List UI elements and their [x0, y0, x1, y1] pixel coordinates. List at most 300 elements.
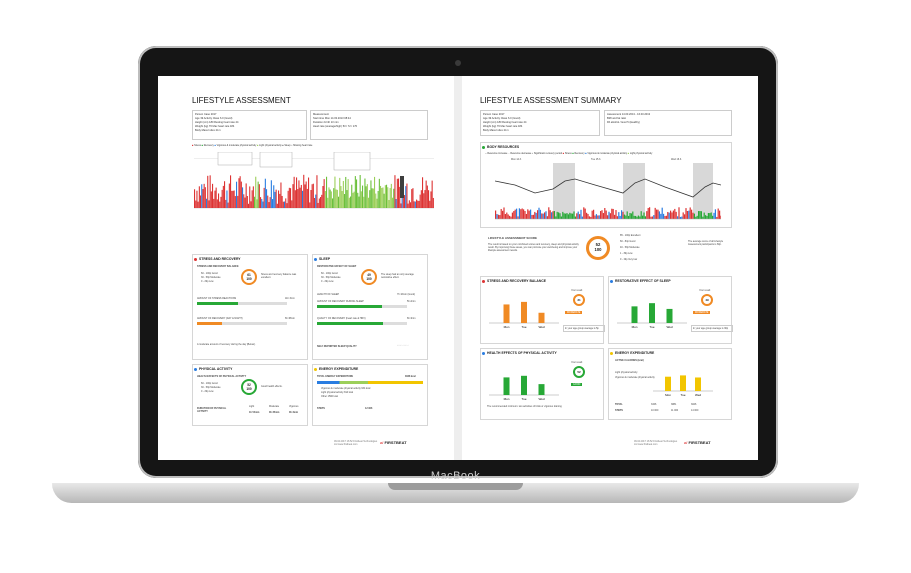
timeline-bar: [420, 195, 421, 208]
measurement-info-box: [310, 110, 428, 140]
resource-bar: [524, 211, 525, 219]
resource-bar: [501, 209, 502, 219]
timeline-bar: [316, 175, 317, 208]
steps-tue: 11 000: [671, 409, 679, 412]
scale-good: 60 - 100p Good: [321, 272, 338, 275]
panel-tick-label: Wed: [538, 397, 545, 401]
lifestyle-score-section: [480, 232, 732, 276]
timeline-bar: [271, 180, 272, 208]
panel-bar: [632, 306, 638, 323]
timeline-bar: [411, 189, 412, 208]
timeline-bar: [338, 197, 339, 208]
scale-excellent: 85 - 100p Excellent: [620, 234, 641, 237]
panel-tick-label: Mon: [665, 393, 671, 397]
timeline-bar: [319, 198, 320, 208]
steps-label: STEPS: [615, 409, 623, 412]
timeline-bar: [315, 195, 316, 208]
scale-low: 0 - 29p Low: [201, 390, 214, 393]
total-energy-value: 3038 kcal: [405, 375, 416, 378]
timeline-bar: [290, 188, 291, 208]
panel-bar: [665, 377, 671, 391]
resource-bar: [550, 210, 551, 219]
assessment-info-box: [604, 110, 732, 136]
timeline-bar: [198, 202, 199, 208]
person-info-box: [480, 110, 600, 136]
resource-bar: [674, 209, 675, 219]
panel-tick-label: Tue: [521, 325, 527, 329]
timeline-bar: [214, 191, 215, 208]
resource-bar: [607, 215, 608, 219]
timeline-bar: [286, 203, 287, 208]
timeline-bar: [246, 183, 247, 208]
legend-item: Vigorous & moderate physical activity: [587, 152, 628, 155]
firstbeat-logo: ᴧ/ FIRSTBEAT: [684, 440, 711, 445]
day-label: Mon 14.3.: [511, 158, 522, 161]
sleep-row-label: AMOUNT OF RECOVERY DURING SLEEP: [317, 300, 364, 303]
resource-bar: [606, 211, 607, 219]
panel-bar: [680, 375, 686, 391]
energy-legend-light: Light physical activity: [615, 371, 638, 374]
resource-bar: [608, 212, 609, 219]
your-result-label: Your result: [571, 361, 583, 364]
resource-bar: [579, 214, 580, 219]
chart-legend: ─ Resource increase ─ Resource decrease ■ Significant recovery period ■ Stress ■ Recovery ■ Vigorous & moderate physical activity ■ Light physical activity: [485, 152, 653, 155]
timeline-bar: [244, 198, 245, 208]
balance-label: STRESS AND RECOVERY BALANCE: [197, 265, 239, 268]
info-line: Height (cm) 180 Resting heart rate 44: [195, 121, 239, 124]
resource-bar: [572, 214, 573, 219]
panel-bar: [695, 377, 701, 391]
resource-bar: [520, 209, 521, 219]
resource-bar: [708, 213, 709, 219]
timeline-bar: [205, 187, 206, 208]
total-wed: 3026: [691, 403, 697, 406]
timeline-bar: [313, 184, 314, 208]
timeline-bar: [433, 198, 434, 208]
timeline-bar: [273, 185, 274, 208]
timeline-bar: [202, 189, 203, 208]
activity-label: HEALTH EFFECTS OF PHYSICAL ACTIVITY: [197, 375, 247, 378]
timeline-bar: [279, 194, 280, 208]
timeline-bar: [326, 177, 327, 208]
timeline-bar: [357, 193, 358, 208]
timeline-bar: [272, 199, 273, 208]
timeline-bar: [379, 179, 380, 208]
resource-bar: [555, 216, 556, 219]
timeline-bar: [255, 177, 256, 208]
panel-group-note: In your age group average is 30p: [691, 325, 733, 332]
timeline-bar: [300, 188, 301, 208]
resource-bar: [545, 211, 546, 219]
timeline-bar: [195, 201, 196, 208]
resource-bar: [536, 213, 537, 219]
timeline-bar: [232, 191, 233, 208]
resource-bar: [624, 215, 625, 219]
resource-bar: [522, 208, 523, 219]
timeline-bar: [285, 198, 286, 208]
timeline-bar: [429, 201, 430, 208]
timeline-bar: [386, 185, 387, 208]
timeline-bar: [318, 203, 319, 208]
resource-bar: [526, 214, 527, 219]
timeline-bar: [385, 185, 386, 208]
timeline-bar: [345, 177, 346, 208]
recovery-row-value: 6h 38min: [285, 317, 295, 320]
timeline-bar: [405, 186, 406, 208]
info-line: Assessment 14.03.2013 - 16.03.2013: [607, 113, 651, 116]
timeline-bar: [302, 191, 303, 208]
resource-bar: [628, 216, 629, 219]
legend-item: Sleep: [284, 144, 291, 147]
resource-bar: [704, 213, 705, 219]
timeline-bar: [349, 198, 350, 208]
resource-bar: [498, 215, 499, 219]
col-vigorous: Vigorous: [289, 405, 299, 408]
resource-bar: [562, 212, 563, 219]
timeline-bar: [382, 187, 383, 208]
energy-section: [312, 364, 428, 426]
info-line: PA alcohol / level 5 (Healthy): [607, 121, 640, 124]
timeline-bar: [426, 181, 427, 208]
macbook-label: MacBook: [430, 470, 481, 482]
timeline-bar: [415, 202, 416, 208]
timeline-bar: [394, 175, 395, 208]
timeline-bar: [211, 191, 212, 208]
timeline-bar: [391, 184, 392, 208]
resource-bar: [599, 215, 600, 219]
stress-row-value: 11h 3min: [285, 297, 295, 300]
timeline-bar: [283, 202, 284, 208]
legend-item: Recovery: [574, 152, 585, 155]
total-label: TOTAL: [615, 403, 623, 406]
legend-item: Resource decrease: [510, 152, 532, 155]
camera-icon: [455, 60, 461, 66]
energy-legend-vigorous: Vigorous & moderate physical activity: [615, 376, 655, 379]
resource-bar: [688, 211, 689, 219]
timeline-bar: [268, 202, 269, 208]
timeline-bar: [297, 189, 298, 208]
resource-bar: [625, 216, 626, 219]
resource-bar: [653, 215, 654, 219]
resource-bar: [610, 213, 611, 219]
timeline-bar: [199, 186, 200, 208]
panel-bar: [539, 384, 545, 395]
resource-bar: [503, 207, 504, 219]
info-line: Body Mass Index 24.1: [483, 129, 509, 132]
timeline-bar: [381, 188, 382, 208]
panel-tick-label: Tue: [649, 325, 655, 329]
timeline-bar: [418, 201, 419, 208]
scale-very-low: 0 - 19p Very low: [620, 258, 638, 261]
resource-bar: [540, 210, 541, 219]
timeline-bar: [390, 188, 391, 208]
resource-bar: [655, 208, 656, 219]
timeline-bar: [400, 203, 401, 208]
physical-activity-section: [192, 364, 308, 426]
resource-bar: [652, 216, 653, 219]
timeline-bar: [234, 190, 235, 208]
timeline-bar: [240, 176, 241, 208]
resource-bar: [558, 212, 559, 219]
timeline-bar: [270, 197, 271, 208]
resource-bar: [509, 216, 510, 219]
resource-bar: [593, 210, 594, 219]
resource-bar: [692, 213, 693, 219]
energy-bar: [317, 381, 423, 384]
restorative-label: RESTORATIVE EFFECT OF SLEEP: [317, 265, 357, 268]
section-title: STRESS AND RECOVERY BALANCE: [481, 277, 603, 285]
resource-bar: [687, 211, 688, 219]
resource-bar: [632, 212, 633, 219]
timeline-bar: [387, 187, 388, 208]
panel-score-ring: 49: [701, 294, 713, 306]
timeline-bar: [208, 200, 209, 208]
resource-bar: [695, 217, 696, 219]
scale-good: 60 - 100p Good: [201, 382, 218, 385]
energy-item: Light physical activity 814 kcal: [321, 391, 354, 394]
timeline-bar: [260, 197, 261, 208]
timeline-bar: [363, 197, 364, 208]
sleep-score-ring: 49 100: [361, 269, 377, 285]
timeline-bar: [333, 188, 334, 208]
timeline-bar: [306, 181, 307, 208]
resource-bar: [585, 209, 586, 219]
panel-bar-chart: [617, 289, 687, 329]
legend-item: Resource increase: [487, 152, 508, 155]
col-light: Light: [249, 405, 255, 408]
your-result-label: Your result: [571, 289, 583, 292]
timeline-bar: [330, 190, 331, 208]
timeline-bar: [351, 185, 352, 208]
timeline-bar: [362, 186, 363, 208]
timeline-bar: [356, 179, 357, 208]
timeline-bar: [217, 199, 218, 208]
resource-bar: [676, 212, 677, 219]
timeline-bar: [308, 178, 309, 208]
timeline-bar: [258, 182, 259, 208]
resource-bar: [648, 208, 649, 219]
panel-bar: [539, 313, 545, 323]
timeline-bar: [396, 199, 397, 208]
timeline-bar: [368, 198, 369, 208]
timeline-bar: [427, 186, 428, 208]
body-resources-chart: [495, 163, 721, 225]
info-line: Heart rate (average/high) 53 / 72 / 170: [313, 125, 358, 128]
person-info-box: [192, 110, 307, 140]
timeline-bar: [194, 189, 195, 208]
info-line: Weight (kg) 76 Max heart rate 184: [195, 125, 235, 128]
timeline-bar: [243, 194, 244, 208]
timeline-bar: [360, 175, 361, 208]
resource-bar: [664, 216, 665, 219]
timeline-bar: [312, 184, 313, 208]
laptop-screen: [158, 76, 758, 460]
timeline-bar: [343, 181, 344, 208]
timeline-bar: [216, 188, 217, 208]
resource-bar: [673, 211, 674, 219]
timeline-bar: [406, 184, 407, 208]
timeline-bar: [422, 177, 423, 208]
timeline-bar: [307, 189, 308, 208]
timeline-bar: [354, 192, 355, 208]
timeline-bar: [358, 197, 359, 208]
timeline-bar: [250, 201, 251, 208]
resource-bar: [603, 213, 604, 219]
resource-bar: [566, 213, 567, 219]
timeline-bar: [303, 175, 304, 208]
timeline-bar: [331, 191, 332, 208]
resource-bar: [698, 211, 699, 219]
legend-item: Stress: [564, 152, 572, 155]
day-label: Wed 16.3.: [671, 158, 682, 161]
resource-bar: [659, 211, 660, 219]
timeline-bar: [339, 178, 340, 208]
day-label: Tue 15.3.: [591, 158, 602, 161]
timeline-bar: [310, 190, 311, 208]
chart-legend: ■ Stress ■ Recovery ■ Vigorous & moderate physical activity ■ Light physical activity ■ Sleep ■ Missing heart rate: [192, 144, 313, 147]
total-energy-label: TOTAL ENERGY EXPENDITURE: [317, 375, 354, 378]
scale-moderate: 30 - 59p Moderate: [201, 386, 221, 389]
info-line: Height (cm) 180 Resting heart rate 44: [483, 121, 527, 124]
resource-bar: [669, 213, 670, 219]
resource-bar: [642, 216, 643, 219]
score-text: The result is based on your combined scores and recovery, sleep and physical activity result. By improving these areas, you can promote your well-being and improve your lifestyle assessment results.: [488, 243, 579, 253]
resource-bar: [712, 216, 713, 219]
resource-bar: [622, 212, 623, 219]
timeline-bar: [264, 188, 265, 208]
timeline-bar: [222, 190, 223, 208]
legend-item: Recovery: [203, 144, 214, 147]
scale-good: 60 - 100p Good: [201, 272, 218, 275]
resource-bar: [575, 217, 576, 219]
timeline-bar: [267, 196, 268, 208]
resource-bar: [506, 213, 507, 219]
timeline-bar: [309, 202, 310, 208]
panel-score-ring: 52: [573, 366, 585, 378]
panel-physical-activity: [480, 348, 604, 420]
timeline-bar: [380, 186, 381, 208]
info-line: Body Mass Index 24.1: [195, 129, 221, 132]
panel-sleep: [608, 276, 732, 344]
resource-bar: [554, 211, 555, 219]
panel-bar: [521, 302, 527, 323]
resource-bar: [649, 207, 650, 219]
resource-bar: [631, 213, 632, 219]
resource-bar: [614, 215, 615, 219]
legend-item: Significant recovery period: [533, 152, 563, 155]
timeline-bar: [384, 194, 385, 208]
resource-bar: [638, 216, 639, 219]
timeline-bar: [370, 180, 371, 208]
timeline-bar: [355, 176, 356, 208]
panel-bar-chart: [489, 361, 559, 401]
timeline-bar: [332, 198, 333, 208]
score-note: The average score of all Lifestyle Assessment participants is 60p.: [688, 240, 724, 246]
resource-bar: [533, 215, 534, 219]
resource-bar: [523, 209, 524, 219]
resource-bar: [639, 216, 640, 219]
resource-bar: [548, 207, 549, 219]
resource-bar: [564, 213, 565, 219]
resource-bar: [699, 211, 700, 219]
timeline-bar: [196, 191, 197, 208]
timeline-bar: [295, 190, 296, 208]
resource-bar: [601, 210, 602, 219]
resource-bar: [592, 211, 593, 219]
timeline-bar: [294, 177, 295, 208]
resource-bar: [537, 210, 538, 219]
resource-bar: [597, 215, 598, 219]
timeline-bar: [348, 179, 349, 208]
resource-bar: [495, 211, 496, 219]
timeline-bar: [372, 188, 373, 208]
panel-bar: [504, 377, 510, 395]
resource-bar: [530, 210, 531, 219]
resource-bar: [621, 210, 622, 219]
timeline-bar: [284, 202, 285, 208]
timeline-bar: [254, 197, 255, 208]
page-title: LIFESTYLE ASSESSMENT SUMMARY: [480, 96, 622, 105]
resource-bar: [681, 217, 682, 219]
timeline-bar: [421, 190, 422, 208]
section-title: BODY RESOURCES: [481, 143, 731, 151]
sleep-row-value: 5h 2min: [407, 300, 416, 303]
timeline-bar: [432, 181, 433, 208]
resource-bar: [671, 212, 672, 219]
timeline-bar: [416, 200, 417, 208]
panel-badge: MODERATE: [567, 311, 581, 314]
quality-row-label: QUALITY OF RECOVERY (heart rate & HRV): [317, 317, 366, 320]
resource-bar: [589, 216, 590, 219]
resource-bar: [718, 209, 719, 219]
resource-bar: [666, 216, 667, 219]
panel-tick-label: Tue: [680, 393, 686, 397]
rating-boxes[interactable]: □□□□□: [397, 344, 410, 347]
resource-bar: [678, 207, 679, 219]
panel-group-note: The recommended minimum: two activities of brisk or vigorous training: [487, 405, 562, 408]
firstbeat-logo: ᴧ/ FIRSTBEAT: [380, 440, 407, 445]
resource-bar: [510, 217, 511, 219]
timeline-bar: [417, 201, 418, 208]
col-moderate: Moderate: [269, 405, 280, 408]
energy-item: Vigorous & moderate physical activity 634 kcal: [321, 387, 371, 390]
timeline-bar: [235, 196, 236, 208]
scale-low: 0 - 29p Low: [201, 280, 214, 283]
timeline-bar: [292, 184, 293, 208]
timeline-bar: [346, 190, 347, 208]
resource-bar: [636, 217, 637, 219]
resource-bar: [716, 217, 717, 219]
resource-bar: [691, 210, 692, 219]
stress-note: Stress and recovery balance was excellent.: [261, 273, 297, 279]
panel-bar: [504, 304, 510, 323]
timeline-bar: [298, 180, 299, 208]
recovery-row-label: AMOUNT OF RECOVERY (DAY & NIGHT): [197, 317, 243, 320]
timeline-bar: [226, 190, 227, 208]
stress-progress: [197, 302, 287, 305]
info-line: Start time Mon 14.03.2013 08:44: [313, 117, 351, 120]
timeline-bar: [428, 190, 429, 208]
activity-score-ring: 52 100: [241, 379, 257, 395]
resource-bar: [596, 214, 597, 219]
val-vigorous: 0h 3min: [289, 411, 299, 414]
timeline-bar: [375, 194, 376, 208]
timeline-bar: [277, 204, 278, 208]
resource-bar: [720, 216, 721, 219]
total-tue: 3881: [671, 403, 677, 406]
resource-bar: [663, 214, 664, 219]
timeline-bar: [393, 189, 394, 208]
